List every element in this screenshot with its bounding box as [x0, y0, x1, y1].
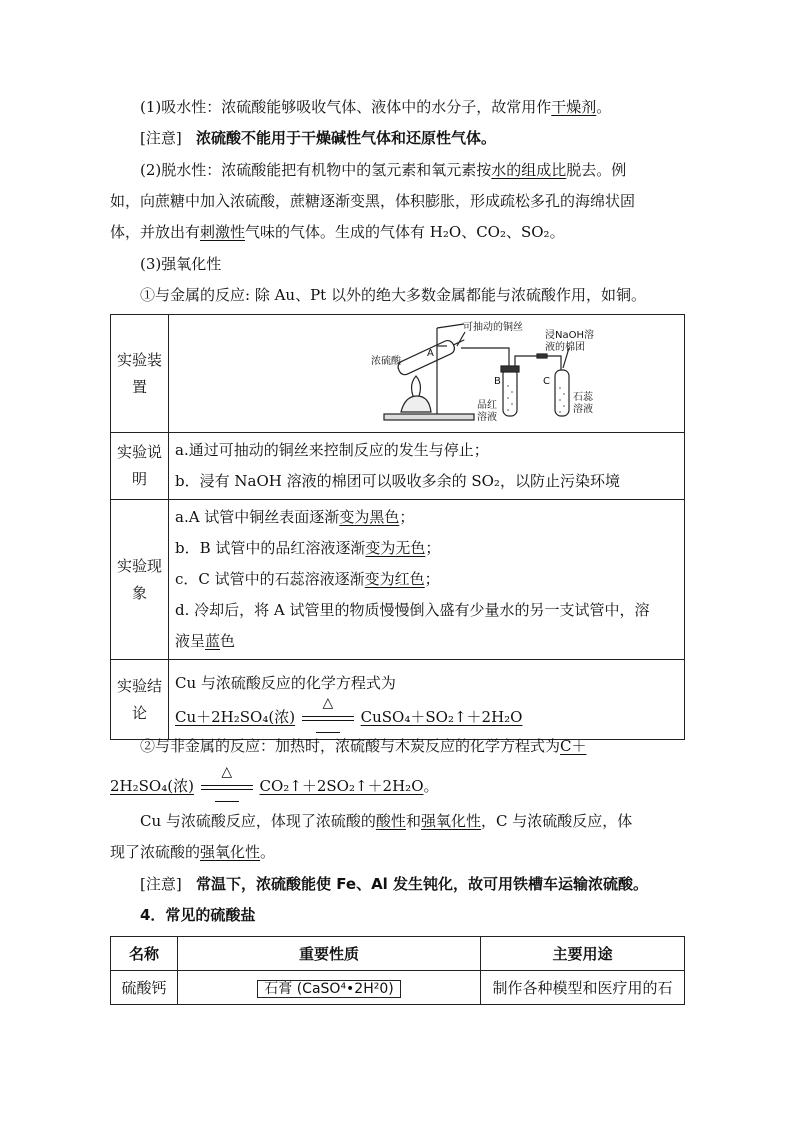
para-dehydrate-1: (2)脱水性：浓硫酸能把有机物中的氢元素和氧元素按水的组成比脱去。例 — [140, 161, 627, 179]
label-acid: 浓硫酸 — [371, 355, 401, 367]
label-litmus-2: 溶液 — [573, 403, 593, 415]
para-metal-reaction: ①与金属的反应: 除 Au、Pt 以外的绝大多数金属都能与浓硫酸作用，如铜。 — [140, 286, 646, 304]
para-summary-1: Cu 与浓硫酸反应，体现了浓硫酸的酸性和强氧化性，C 与浓硫酸反应，体 — [140, 812, 633, 830]
explanation-cell: a.通过可抽动的铜丝来控制反应的发生与停止； b．浸有 NaOH 溶液的棉团可以吸收多余的 SO₂，以防止污染环境 — [169, 433, 685, 500]
label-apparatus: 实验装置 — [111, 315, 169, 433]
para-summary-2: 现了浓硫酸的强氧化性。 — [110, 843, 276, 861]
phenomena-cell: a.A 试管中铜丝表面逐渐变为黑色； b．B 试管中的品红溶液逐渐变为无色； c．C 试管中的石蕊溶液逐渐变为红色； d. 冷却后，将 A 试管里的物质慢慢倒入盛有少量水的另一支试管中，溶 液呈蓝色 — [169, 500, 685, 660]
row-name: 硫酸钙 — [111, 971, 178, 1005]
row-property: 石膏 (CaSO⁴•2H²0) — [178, 971, 481, 1005]
underline-answer: 干燥剂 — [551, 98, 597, 116]
para-oxidize-title: (3)强氧化性 — [140, 255, 222, 273]
para-absorb: (1)吸水性：浓硫酸能够吸收气体、液体中的水分子，故常用作干燥剂。 — [140, 98, 612, 116]
para-dehydrate-2: 如，向蔗糖中加入浓硫酸，蔗糖逐渐变黑，体积膨胀，形成疏松多孔的海绵状固 — [110, 192, 636, 210]
label-pinhong-2: 溶液 — [477, 411, 497, 423]
para-nonmetal-2: 2H₂SO₄(浓) △ CO₂↑＋2SO₂↑＋2H₂O。 — [110, 768, 685, 804]
header-name: 名称 — [111, 937, 178, 971]
sulfate-table — [110, 936, 685, 1005]
apparatus-diagram — [169, 316, 684, 432]
label-phenomena: 实验现象 — [111, 500, 169, 660]
label-explanation: 实验说明 — [111, 433, 169, 500]
note-2: [注意] 常温下，浓硫酸能使 Fe、Al 发生钝化，故可用铁槽车运输浓硫酸。 — [140, 875, 649, 893]
note-1: [注意] 浓硫酸不能用于干燥碱性气体和还原性气体。 — [140, 129, 497, 147]
header-use: 主要用途 — [481, 937, 685, 971]
label-litmus-1: 石蕊 — [573, 391, 593, 403]
heat-equals-sign-2: △ — [201, 777, 253, 797]
section-4-title: 4．常见的硫酸盐 — [140, 906, 256, 924]
heat-equals-sign: △ — [302, 708, 354, 728]
label-copper-wire: 可抽动的铜丝 — [463, 321, 523, 333]
conclusion-cell: Cu 与浓硫酸反应的化学方程式为 Cu＋2H₂SO₄(浓) △ CuSO₄＋SO₂↑＋2H₂O — [169, 660, 685, 740]
apparatus-cell — [169, 315, 685, 433]
para-nonmetal-1: ②与非金属的反应：加热时，浓硫酸与木炭反应的化学方程式为C＋ — [140, 737, 587, 755]
label-naoh-1: 浸NaOH溶 — [545, 329, 594, 341]
label-C: C — [543, 375, 550, 387]
label-pinhong-1: 品红 — [477, 399, 497, 411]
label-naoh-2: 液的棉团 — [545, 341, 585, 353]
experiment-table — [110, 314, 685, 740]
label-B: B — [494, 375, 501, 387]
header-property: 重要性质 — [178, 937, 481, 971]
label-conclusion: 实验结论 — [111, 660, 169, 740]
label-A: A — [427, 347, 434, 359]
row-use: 制作各种模型和医疗用的石 — [481, 971, 685, 1005]
para-dehydrate-3: 体，并放出有刺激性气味的气体。生成的气体有 H₂O、CO₂、SO₂。 — [110, 223, 565, 241]
